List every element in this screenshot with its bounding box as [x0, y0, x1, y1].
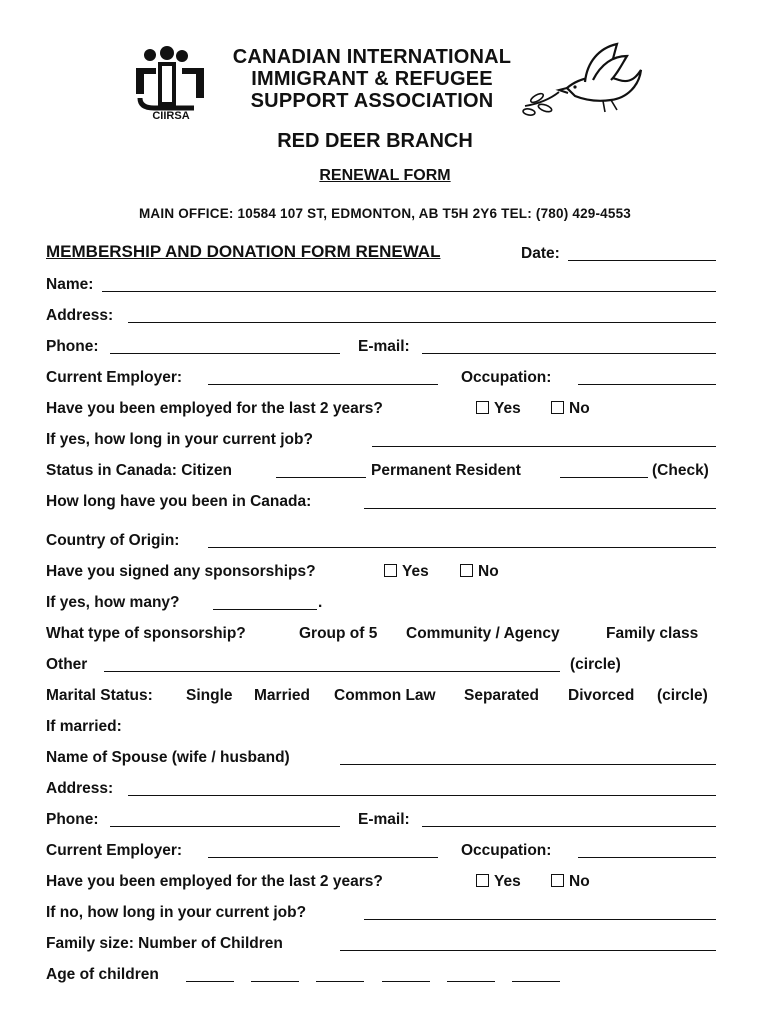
- if-married-row: [46, 718, 724, 740]
- branch-name: RED DEER BRANCH: [277, 130, 473, 152]
- sponsorship-yes-option[interactable]: [384, 563, 429, 581]
- marital-label: Marital Status:: [46, 687, 153, 704]
- occupation-label: Occupation:: [461, 369, 552, 386]
- name-row: [46, 276, 724, 298]
- spouse-employer-field[interactable]: [208, 842, 438, 858]
- sponsorship-no-option[interactable]: [460, 563, 499, 581]
- how-many-period: .: [318, 594, 323, 611]
- age-children-row: [46, 966, 724, 988]
- spouse-no-label: No: [569, 873, 590, 890]
- org-line-3: SUPPORT ASSOCIATION: [250, 90, 494, 112]
- spouse-occupation-field[interactable]: [578, 842, 716, 858]
- org-line-2: IMMIGRANT & REFUGEE: [251, 68, 493, 90]
- yes-checkbox[interactable]: [476, 401, 489, 414]
- spouse-email-field[interactable]: [422, 811, 716, 827]
- how-many-field[interactable]: [213, 594, 317, 610]
- employed-row: [46, 400, 724, 422]
- age-children-label: Age of children: [46, 966, 159, 983]
- marital-option-divorced[interactable]: Divorced: [568, 687, 635, 704]
- sponsor-type-row: [46, 625, 724, 647]
- how-long-canada-question: How long have you been in Canada:: [46, 493, 312, 510]
- if-married-label: If married:: [46, 718, 122, 735]
- how-long-job-row: [46, 431, 724, 453]
- spouse-how-long-row: [46, 904, 724, 926]
- sponsor-option-community-agency[interactable]: Community / Agency: [406, 625, 560, 642]
- spouse-no-checkbox[interactable]: [551, 874, 564, 887]
- spouse-name-row: [46, 749, 724, 771]
- permanent-resident-label: Permanent Resident: [371, 462, 521, 479]
- date-row: [46, 245, 724, 267]
- check-note: (Check): [652, 462, 709, 479]
- main-office-address: MAIN OFFICE: 10584 107 ST, EDMONTON, AB T5H 2Y6 TEL: (780) 429-4553: [138, 206, 632, 221]
- other-field[interactable]: [104, 656, 560, 672]
- employer-row: [46, 369, 724, 391]
- spouse-employed-yes-option[interactable]: [476, 873, 521, 891]
- spouse-address-label: Address:: [46, 780, 114, 797]
- marital-row: [46, 687, 724, 709]
- name-field[interactable]: [102, 276, 716, 292]
- marital-circle-note: (circle): [657, 687, 708, 704]
- no-label: No: [569, 400, 590, 417]
- country-field[interactable]: [208, 532, 716, 548]
- how-long-canada-field[interactable]: [364, 493, 716, 509]
- spouse-occupation-label: Occupation:: [461, 842, 552, 859]
- logo-text: CIIRSA: [152, 110, 190, 122]
- spouse-phone-label: Phone:: [46, 811, 99, 828]
- family-size-label: Family size: Number of Children: [46, 935, 283, 952]
- sponsor-option-group-of-5[interactable]: Group of 5: [299, 625, 378, 642]
- spouse-name-label: Name of Spouse (wife / husband): [46, 749, 290, 766]
- child-age-field-5[interactable]: [447, 966, 495, 982]
- spouse-employer-label: Current Employer:: [46, 842, 183, 859]
- spouse-phone-field[interactable]: [110, 811, 340, 827]
- name-label: Name:: [46, 276, 94, 293]
- spouse-employed-question: Have you been employed for the last 2 years?: [46, 873, 383, 890]
- permanent-resident-field[interactable]: [560, 462, 648, 478]
- other-row: [46, 656, 724, 678]
- sponsorship-row: [46, 563, 724, 585]
- spouse-address-field[interactable]: [128, 780, 716, 796]
- how-long-canada-row: [46, 493, 724, 515]
- employed-yes-option[interactable]: [476, 400, 521, 418]
- occupation-field[interactable]: [578, 369, 716, 385]
- dove-icon: [515, 40, 645, 120]
- phone-email-row: [46, 338, 724, 360]
- employer-field[interactable]: [208, 369, 438, 385]
- child-age-field-4[interactable]: [382, 966, 430, 982]
- status-row: [46, 462, 724, 484]
- country-row: [46, 532, 724, 554]
- marital-option-common-law[interactable]: Common Law: [334, 687, 436, 704]
- marital-option-single[interactable]: Single: [186, 687, 233, 704]
- spouse-how-long-field[interactable]: [364, 904, 716, 920]
- how-many-row: [46, 594, 724, 616]
- sponsorship-yes-label: Yes: [402, 563, 429, 580]
- family-size-row: [46, 935, 724, 957]
- date-label: Date:: [521, 245, 560, 262]
- employed-no-option[interactable]: [551, 400, 590, 418]
- org-line-1: CANADIAN INTERNATIONAL: [232, 46, 512, 68]
- section-title: MEMBERSHIP AND DONATION FORM RENEWAL: [46, 242, 441, 261]
- how-long-job-question: If yes, how long in your current job?: [46, 431, 313, 448]
- spouse-employed-no-option[interactable]: [551, 873, 590, 891]
- sponsorship-question: Have you signed any sponsorships?: [46, 563, 316, 580]
- child-age-field-6[interactable]: [512, 966, 560, 982]
- child-age-field-3[interactable]: [316, 966, 364, 982]
- other-label: Other: [46, 656, 88, 673]
- child-age-field-1[interactable]: [186, 966, 234, 982]
- spouse-how-long-question: If no, how long in your current job?: [46, 904, 307, 921]
- ciirsa-logo: [130, 46, 212, 122]
- how-many-question: If yes, how many?: [46, 594, 180, 611]
- spouse-address-row: [46, 780, 724, 802]
- employed-question: Have you been employed for the last 2 years?: [46, 400, 383, 417]
- how-long-job-field[interactable]: [372, 431, 716, 447]
- child-age-field-2[interactable]: [251, 966, 299, 982]
- status-citizen-label: Status in Canada: Citizen: [46, 462, 233, 479]
- sponsor-type-question: What type of sponsorship?: [46, 625, 246, 642]
- spouse-employed-row: [46, 873, 724, 895]
- spouse-employer-row: [46, 842, 724, 864]
- yes-label: Yes: [494, 400, 521, 417]
- organization-name: [212, 46, 532, 112]
- marital-option-separated[interactable]: Separated: [464, 687, 539, 704]
- spouse-email-label: E-mail:: [358, 811, 410, 828]
- spouse-name-field[interactable]: [340, 749, 716, 765]
- phone-label: Phone:: [46, 338, 99, 355]
- sponsorship-no-label: No: [478, 563, 499, 580]
- family-size-field[interactable]: [340, 935, 716, 951]
- spouse-phone-email-row: [46, 811, 724, 833]
- country-label: Country of Origin:: [46, 532, 180, 549]
- address-label: Address:: [46, 307, 114, 324]
- employer-label: Current Employer:: [46, 369, 183, 386]
- address-field[interactable]: [128, 307, 716, 323]
- email-label: E-mail:: [358, 338, 410, 355]
- phone-field[interactable]: [110, 338, 340, 354]
- sponsorship-yes-checkbox[interactable]: [384, 564, 397, 577]
- spouse-yes-label: Yes: [494, 873, 521, 890]
- marital-option-married[interactable]: Married: [254, 687, 310, 704]
- sponsor-option-family-class[interactable]: Family class: [606, 625, 699, 642]
- other-circle-note: (circle): [570, 656, 621, 673]
- sponsorship-no-checkbox[interactable]: [460, 564, 473, 577]
- date-field[interactable]: [568, 245, 716, 261]
- no-checkbox[interactable]: [551, 401, 564, 414]
- address-row: [46, 307, 724, 329]
- citizen-field[interactable]: [276, 462, 366, 478]
- email-field[interactable]: [422, 338, 716, 354]
- form-title: RENEWAL FORM: [319, 167, 451, 184]
- spouse-yes-checkbox[interactable]: [476, 874, 489, 887]
